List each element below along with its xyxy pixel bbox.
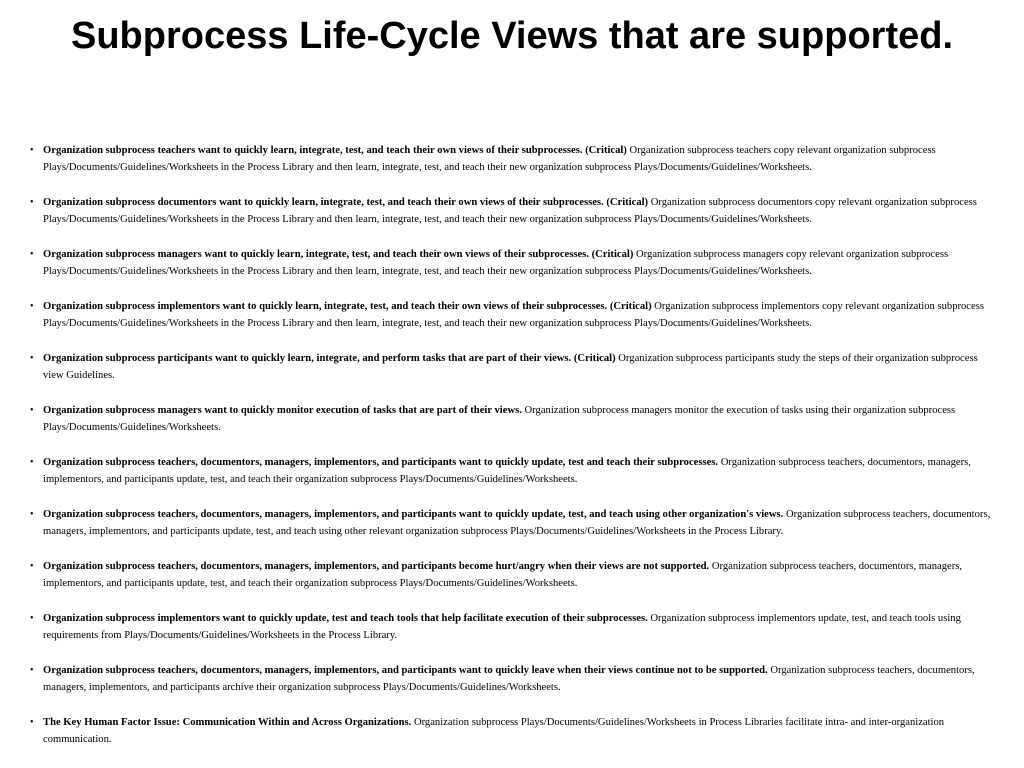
bullet-text: Organization subprocess implementors update, test, and teach tools using requirements from Plays/Documents/Guidelines/Worksheets in the Process Library. [43,613,961,641]
list-item [30,246,1000,280]
list-item [30,298,1000,332]
bullet-lead: Organization subprocess implementors want to quickly update, test and teach tools that help facilitate execution of their subprocesses. [43,613,648,624]
bullet-lead: Organization subprocess teachers, documentors, managers, implementors, and participants want to quickly leave when their views continue not to be supported. [43,665,768,676]
bullet-text: Organization subprocess teachers copy relevant organization subprocess Plays/Documents/Guidelines/Worksheets in the Process Library and then learn, integrate, test, and teach their new organization subprocess Plays/Documents/Guidelines/Worksheets. [43,145,936,173]
list-item [30,714,1000,748]
bullet-icon: • [30,353,34,364]
list-item [30,610,1000,644]
bullet-lead: Organization subprocess documentors want to quickly learn, integrate, test, and teach their own views of their subprocesses. (Critical) [43,197,649,208]
bullet-lead: Organization subprocess teachers, documentors, managers, implementors, and participants become hurt/angry when their views are not supported. [43,561,710,572]
bullet-icon: • [30,301,34,312]
bullet-icon: • [30,613,34,624]
bullet-lead: The Key Human Factor Issue: Communication Within and Across Organizations. [43,717,412,728]
bullet-icon: • [30,717,34,728]
bullet-lead: Organization subprocess teachers want to quickly learn, integrate, test, and teach their own views of their subprocesses. (Critical) [43,145,627,156]
list-item [30,142,1000,176]
bullet-text: Organization subprocess documentors copy relevant organization subprocess Plays/Documents/Guidelines/Worksheets in the Process Library and then learn, integrate, test, and teach their new organization subprocess Plays/Documents/Guidelines/Worksheets. [43,197,977,225]
bullet-text: Organization subprocess teachers, documentors, managers, implementors, and participants update, test, and teach their organization subprocess Plays/Documents/Guidelines/Worksheets. [43,561,963,589]
list-item [30,350,1000,384]
slide-title: Subprocess Life-Cycle Views that are supported. [71,15,953,57]
bullet-icon: • [30,457,34,468]
bullet-lead: Organization subprocess teachers, documentors, managers, implementors, and participants want to quickly update, test and teach their subprocesses. [43,457,719,468]
bullet-text: Organization subprocess teachers, documentors, managers, implementors, and participants update, test, and teach using other relevant organization subprocess Plays/Documents/Guidelines/Worksheets in the Process Library. [43,509,991,537]
bullet-icon: • [30,197,34,208]
list-item [30,402,1000,436]
list-item [30,558,1000,592]
bullet-lead: Organization subprocess participants want to quickly learn, integrate, and perform tasks that are part of their views. (Critical) [43,353,616,364]
bullet-icon: • [30,405,34,416]
list-item [30,454,1000,488]
bullet-icon: • [30,509,34,520]
bullet-text: Organization subprocess teachers, documentors, managers, implementors, and participants archive their organization subprocess Plays/Documents/Guidelines/Worksheets. [43,665,975,693]
bullet-icon: • [30,249,34,260]
list-item [30,662,1000,696]
bullet-text: Organization subprocess Plays/Documents/Guidelines/Worksheets in Process Libraries facilitate intra- and inter-organization communication. [43,717,945,745]
bullet-lead: Organization subprocess managers want to quickly monitor execution of tasks that are part of their views. [43,405,522,416]
bullet-icon: • [30,561,34,572]
bullet-text: Organization subprocess participants study the steps of their organization subprocess view Guidelines. [43,353,978,381]
bullet-list [30,142,1000,766]
bullet-text: Organization subprocess teachers, documentors, managers, implementors, and participants update, test, and teach their organization subprocess Plays/Documents/Guidelines/Worksheets. [43,457,971,485]
bullet-text: Organization subprocess managers monitor the execution of tasks using their organization subprocess Plays/Documents/Guidelines/Worksheets. [43,405,956,433]
bullet-lead: Organization subprocess managers want to quickly learn, integrate, test, and teach their own views of their subprocesses. (Critical) [43,249,634,260]
bullet-icon: • [30,145,34,156]
list-item [30,506,1000,540]
bullet-lead: Organization subprocess implementors want to quickly learn, integrate, test, and teach their own views of their subprocesses. (Critical) [43,301,652,312]
bullet-icon: • [30,665,34,676]
bullet-lead: Organization subprocess teachers, documentors, managers, implementors, and participants want to quickly update, test, and teach using other organization's views. [43,509,784,520]
bullet-text: Organization subprocess managers copy relevant organization subprocess Plays/Documents/Guidelines/Worksheets in the Process Library and then learn, integrate, test, and teach their new organization subprocess Plays/Documents/Guidelines/Worksheets. [43,249,949,277]
bullet-text: Organization subprocess implementors copy relevant organization subprocess Plays/Documents/Guidelines/Worksheets in the Process Library and then learn, integrate, test, and teach their new organization subprocess Plays/Documents/Guidelines/Worksheets. [43,301,984,329]
list-item [30,194,1000,228]
